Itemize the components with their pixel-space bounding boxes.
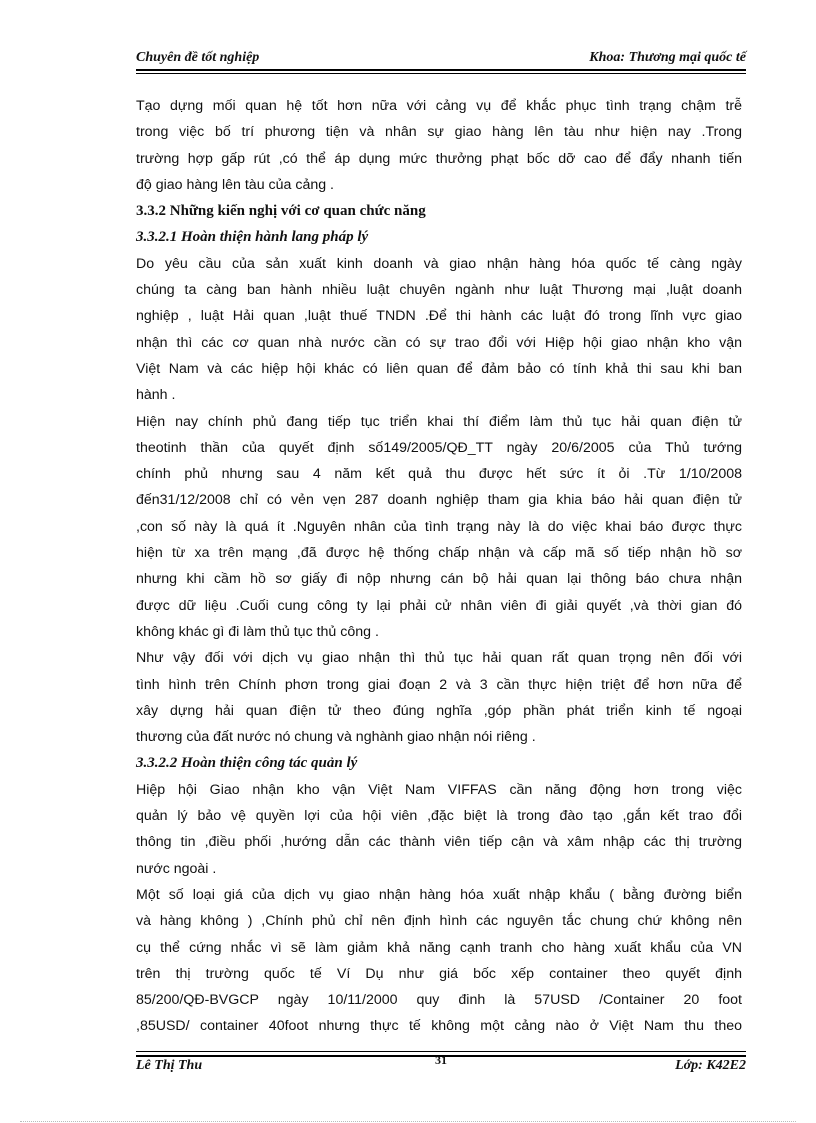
header-rule-thick <box>136 69 746 71</box>
header-course-title: Chuyên đề tốt nghiệp <box>136 50 260 65</box>
body-line: chính phủ nhưng sau 4 năm kết quả thu được hết sức ít ỏi .Từ 1/10/2008 <box>136 466 742 483</box>
body-line: Do yêu cầu của sản xuất kinh doanh và giao nhận hàng hóa quốc tế càng ngày <box>136 255 742 272</box>
body-line: đến31/12/2008 chỉ có vẻn vẹn 287 doanh nghiệp tham gia khia báo hải quan điện tử <box>136 492 742 509</box>
body-line: tình hình trên Chính phơn trong giai đoạn 2 và 3 cần thực hiện triệt để hơn nữa để <box>136 676 742 693</box>
body-line: ,85USD/ container 40foot nhưng thực tế không một cảng nào ở Việt Nam thu theo <box>136 1018 742 1035</box>
footer-author: Lê Thị Thu <box>136 1058 203 1073</box>
page-footer <box>136 1053 746 1076</box>
body-line: nhận thì các cơ quan nhà nước cần có sự trao đổi với Hiệp hội giao nhận kho vận <box>136 334 742 351</box>
subsection-heading: 3.3.2.2 Hoàn thiện công tác quản lý <box>136 755 358 772</box>
body-line: hành . <box>136 387 176 404</box>
header-rule-thin <box>136 73 746 74</box>
subsection-heading: 3.3.2.1 Hoàn thiện hành lang pháp lý <box>136 229 369 246</box>
body-line: Hiện nay chính phủ đang tiếp tục triển khai thí điểm làm thủ tục hải quan điện tử <box>136 413 742 430</box>
body-line: độ giao hàng lên tàu của cảng . <box>136 176 334 193</box>
section-heading: 3.3.2 Những kiến nghị với cơ quan chức năng <box>136 203 426 220</box>
body-line: thông tin ,điều phối ,hướng dẫn các thành viên tiếp cận và xâm nhập các thị trường <box>136 834 742 851</box>
body-line: theotinh thần của quyết định số149/2005/QĐ_TT ngày 20/6/2005 của Thủ tướng <box>136 439 742 456</box>
body-line: quản lý bảo vệ quyền lợi của hội viên ,đặc biệt là trong đào tạo ,gắn kết trao đổi <box>136 808 742 825</box>
header-faculty: Khoa: Thương mại quốc tế <box>589 50 746 65</box>
body-line: nhưng khi cầm hồ sơ giấy đi nộp nhưng cán bộ hải quan lại thông báo chưa nhận <box>136 571 742 588</box>
page-number: 31 <box>435 1053 447 1067</box>
body-line: xây dựng hải quan điện tử theo đúng nghĩa ,góp phần phát triển kinh tế ngoại <box>136 702 742 719</box>
footer-class: Lớp: K42E2 <box>675 1058 746 1073</box>
body-line: ,con số này là quá ít .Nguyên nhân của tình trạng này là do việc khai báo được thực <box>136 518 742 535</box>
body-line: Tạo dựng mối quan hệ tốt hơn nữa với cảng vụ để khắc phục tình trạng chậm trễ <box>136 98 742 114</box>
body-line: Việt Nam và các hiệp hội khác có liên quan để đảm bảo có tính khả thi sau khi ban <box>136 360 742 377</box>
body-line: nghiệp , luật Hải quan ,luật thuế TNDN .Để thi hành các luật đó trong lĩnh vực giao <box>136 308 742 325</box>
body-line: cụ thể cứng nhắc vì sẽ làm giảm khả năng cạnh tranh cho hàng xuất khẩu của VN <box>136 939 742 956</box>
body-line: thương của đất nước nó chung và nghành giao nhận nói riêng . <box>136 729 536 746</box>
body-line: trường hợp gấp rút ,có thể áp dụng mức thưởng phạt bốc dỡ cao để đẩy nhanh tiến <box>136 150 742 167</box>
body-line: trong việc bố trí phương tiện và nhân sự giao hàng lên tàu như hiện nay .Trong <box>136 124 742 141</box>
body-line: trên thị trường quốc tế Ví Dụ như giá bốc xếp container theo quyết định <box>136 965 742 982</box>
page-header <box>136 50 746 70</box>
body-line: 85/200/QĐ-BVGCP ngày 10/11/2000 quy đinh là 57USD /Container 20 foot <box>136 992 742 1009</box>
body-line: Một số loại giá của dịch vụ giao nhận hàng hóa xuất nhập khẩu ( bằng đường biển <box>136 886 742 903</box>
body-line: và hàng không ) ,Chính phủ chỉ nên định hình các nguyên tắc chung chứ không nên <box>136 913 742 930</box>
page-edge <box>20 1121 796 1122</box>
document-body <box>136 93 742 1040</box>
footer-rule-thin <box>136 1051 746 1052</box>
body-line: không khác gì đi làm thủ tục thủ công . <box>136 623 379 640</box>
body-line: hiện từ xa trên mạng ,đã được hệ thống chấp nhận và cấp mã số tiếp nhận hồ sơ <box>136 545 742 562</box>
body-line: Hiệp hội Giao nhận kho vận Việt Nam VIFFAS cần năng động hơn trong việc <box>136 781 742 798</box>
body-line: chúng ta càng ban hành nhiều luật chuyên ngành như luật Thương mại ,luật doanh <box>136 282 742 299</box>
body-line: nước ngoài . <box>136 860 217 877</box>
body-line: được dữ liệu .Cuối cung công ty lại phải cử nhân viên đi giải quyết ,và thời gian đó <box>136 597 742 614</box>
body-line: Như vậy đối với dịch vụ giao nhận thì thủ tục hải quan rất quan trọng nên đối với <box>136 650 742 667</box>
